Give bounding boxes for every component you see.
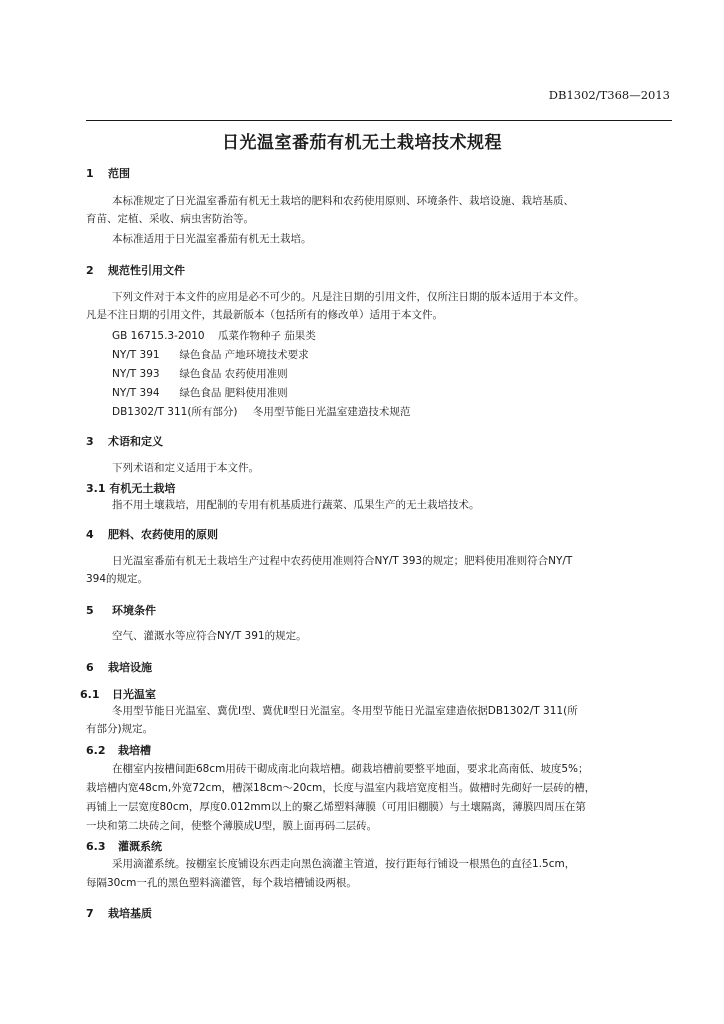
paragraph: 凡是不注日期的引用文件，其最新版本（包括所有的修改单）适用于本文件。 [86,309,443,321]
section-title: 规范性引用文件 [108,264,185,277]
section-number: 1 [86,167,94,180]
reference-code: NY/T 391 [112,349,160,361]
paragraph: 本标准适用于日光温室番茄有机无土栽培。 [112,233,312,245]
reference-code: DB1302/T 311(所有部分) [112,406,238,418]
paragraph: 指不用土壤栽培，用配制的专用有机基质进行蔬菜、瓜果生产的无土栽培技术。 [112,499,480,511]
standard-code: DB1302/T368—2013 [548,88,670,102]
section-1-heading [86,165,130,181]
reference-name: 绿色食品 肥料使用准则 [179,387,288,399]
section-5-heading [86,602,156,618]
paragraph: 冬用型节能日光温室、冀优Ⅰ型、冀优Ⅱ型日光温室。冬用型节能日光温室建造依据DB1302/T 311(所 [112,705,578,717]
paragraph: 有部分)规定。 [86,723,154,735]
section-title: 栽培基质 [108,907,152,920]
header-rule [86,120,672,121]
paragraph: 栽培槽内宽48cm,外宽72cm，槽深18cm～20cm，长度与温室内栽培宽度相当。做槽时先砌好一层砖的槽， [86,782,596,794]
paragraph: 采用滴灌系统。按棚室长度铺设东西走向黑色滴灌主管道，按行距每行铺设一根黑色的直径1.5cm， [112,858,576,870]
section-number: 2 [86,264,94,277]
subsection-6-3-heading [86,838,162,854]
subsection-6-2-heading [86,742,151,758]
section-title: 范围 [108,167,130,180]
section-7-heading [86,905,152,921]
subsection-title: 栽培槽 [118,744,151,757]
section-3-heading [86,433,163,449]
reference-code: NY/T 394 [112,387,160,399]
subsection-title: 日光温室 [112,688,156,701]
section-title: 栽培设施 [108,661,152,674]
section-number: 4 [86,528,94,541]
paragraph: 本标准规定了日光温室番茄有机无土栽培的肥料和农药使用原则、环境条件、栽培设施、栽培基质、 [112,195,574,207]
paragraph: 每隔30cm一孔的黑色塑料滴灌管，每个栽培槽铺设两根。 [86,877,357,889]
reference-code: NY/T 393 [112,368,160,380]
reference-item [112,385,288,400]
subsection-number: 6.1 [80,688,100,701]
paragraph: 下列术语和定义适用于本文件。 [112,462,259,474]
paragraph: 394的规定。 [86,573,149,585]
section-4-heading [86,526,218,542]
section-number: 6 [86,661,94,674]
reference-item [112,328,316,343]
subsection-number: 6.3 [86,840,106,853]
section-title: 环境条件 [112,604,156,617]
section-number: 5 [86,604,94,617]
subsection-number: 6.2 [86,744,106,757]
reference-name: 冬用型节能日光温室建造技术规范 [252,406,411,418]
reference-name: 绿色食品 产地环境技术要求 [179,349,309,361]
reference-name: 瓜菜作物种子 茄果类 [217,330,316,342]
subsection-title: 灌溉系统 [118,840,162,853]
document-title: 日光温室番茄有机无土栽培技术规程 [222,133,502,153]
reference-item [112,404,410,419]
section-title: 术语和定义 [108,435,163,448]
paragraph: 育苗、定植、采收、病虫害防治等。 [86,213,254,225]
paragraph: 在棚室内按槽间距68cm用砖干砌成南北向栽培槽。砌栽培槽前要整平地面，要求北高南低、坡度5%； [112,763,589,775]
reference-item [112,366,288,381]
paragraph: 日光温室番茄有机无土栽培生产过程中农药使用准则符合NY/T 393的规定；肥料使用准则符合NY/T [112,555,573,567]
reference-item [112,347,309,362]
reference-name: 绿色食品 农药使用准则 [179,368,288,380]
subsection-3-1-heading: 3.1 有机无土栽培 [86,482,176,495]
section-title: 肥料、农药使用的原则 [108,528,218,541]
subsection-6-1-heading [80,686,156,702]
paragraph: 一块和第二块砖之间，使整个薄膜成U型，膜上面再码二层砖。 [86,820,378,832]
paragraph: 再铺上一层宽度80cm，厚度0.012mm以上的聚乙烯塑料薄膜（可用旧棚膜）与土壤隔离，薄膜四周压在第 [86,801,586,813]
section-2-heading [86,262,185,278]
section-number: 3 [86,435,94,448]
section-6-heading [86,659,152,675]
section-number: 7 [86,907,94,920]
paragraph: 下列文件对于本文件的应用是必不可少的。凡是注日期的引用文件，仅所注日期的版本适用于本文件。 [112,291,585,303]
paragraph: 空气、灌溉水等应符合NY/T 391的规定。 [112,630,307,642]
reference-code: GB 16715.3-2010 [112,330,205,342]
